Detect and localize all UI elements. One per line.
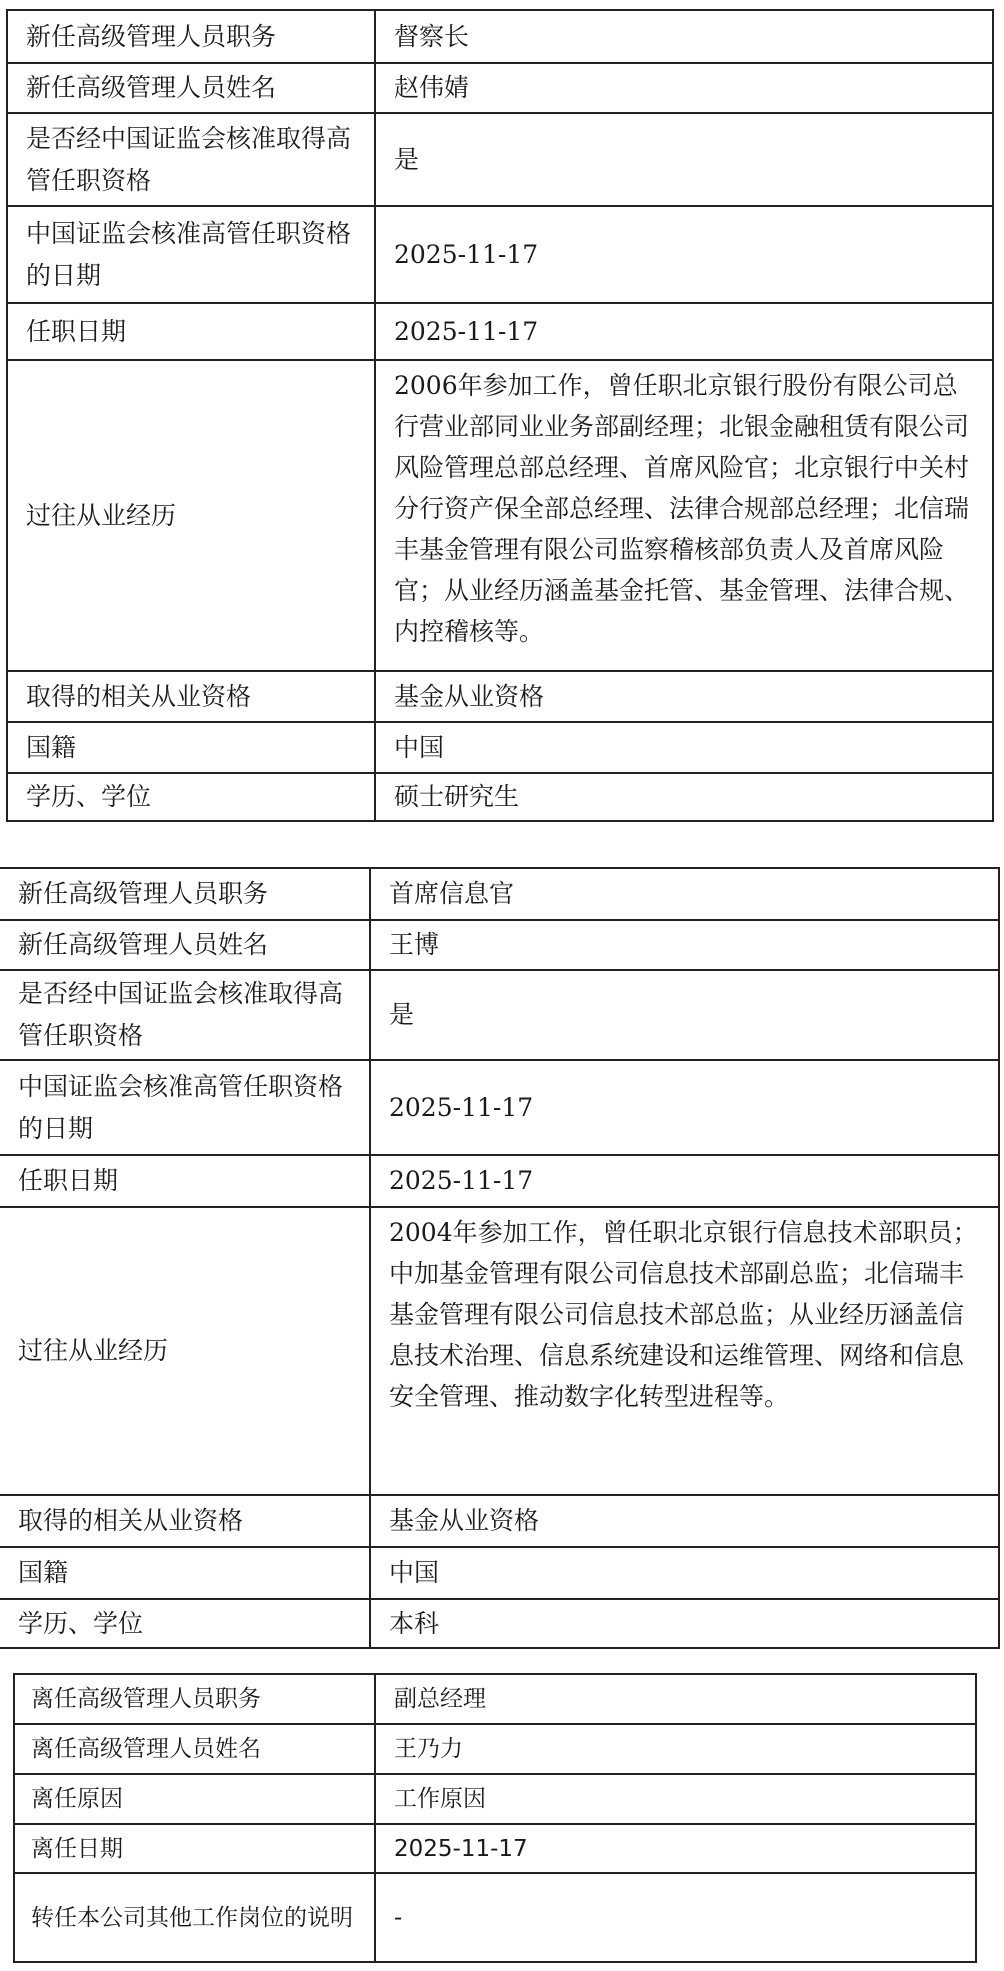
field-label: 国籍 [18, 1558, 69, 1587]
field-value: 王博 [369, 921, 998, 969]
field-label: 离任高级管理人员姓名 [31, 1736, 261, 1762]
new-executive-table-chief-information [0, 867, 1000, 1649]
field-value: 工作原因 [374, 1775, 975, 1823]
field-label: 离任原因 [31, 1786, 123, 1812]
field-label: 任职日期 [18, 1166, 119, 1195]
table-row [15, 1675, 975, 1723]
table-row [8, 11, 992, 62]
table-row [8, 721, 992, 772]
table-row [0, 1154, 998, 1206]
field-label: 新任高级管理人员姓名 [18, 930, 269, 959]
field-label: 学历、学位 [18, 1608, 144, 1638]
table-row [8, 205, 992, 302]
field-label: 新任高级管理人员职务 [18, 879, 269, 908]
departing-executive-table [13, 1673, 977, 1963]
table-row [15, 1823, 975, 1872]
field-value: 2025-11-17 [374, 207, 992, 302]
field-value: 中国 [374, 723, 992, 772]
field-label: 是否经中国证监会核准取得高管任职资格 [26, 123, 352, 195]
field-value: 中国 [369, 1548, 998, 1598]
field-value: 是 [374, 114, 992, 205]
field-label: 国籍 [26, 732, 77, 762]
table-row [8, 302, 992, 359]
field-value: 本科 [369, 1600, 998, 1647]
field-value: 赵伟婧 [374, 64, 992, 112]
table-row [15, 1723, 975, 1773]
field-value: 基金从业资格 [369, 1496, 998, 1546]
field-value: 基金从业资格 [374, 672, 992, 721]
field-value: 2025-11-17 [374, 1825, 975, 1872]
table-row [0, 1206, 998, 1494]
field-value: 2006年参加工作，曾任职北京银行股份有限公司总行营业部同业业务部副经理；北银金融租赁有限公司风险管理总部总经理、首席风险官；北京银行中关村分行资产保全部总经理、法律合规部总经理；北信瑞丰基金管理有限公司监察稽核部负责人及首席风险官；从业经历涵盖基金托管、基金管理、法律合规、内控稽核等。 [374, 361, 992, 670]
field-value: 首席信息官 [369, 869, 998, 919]
table-row [0, 1546, 998, 1598]
field-label: 取得的相关从业资格 [18, 1506, 244, 1535]
table-row [15, 1773, 975, 1823]
table-row [0, 1494, 998, 1546]
field-label: 新任高级管理人员姓名 [26, 73, 277, 102]
field-value: 督察长 [374, 11, 992, 62]
table-row [8, 112, 992, 205]
field-label: 转任本公司其他工作岗位的说明 [31, 1904, 353, 1931]
field-label: 过往从业经历 [18, 1336, 169, 1365]
field-value: - [374, 1874, 975, 1961]
field-label: 过往从业经历 [26, 500, 177, 530]
field-label: 中国证监会核准高管任职资格的日期 [26, 218, 352, 290]
field-label: 离任日期 [31, 1835, 123, 1862]
field-label: 中国证监会核准高管任职资格的日期 [18, 1071, 344, 1143]
table-row [0, 919, 998, 969]
field-label: 任职日期 [26, 316, 127, 346]
field-value: 硕士研究生 [374, 774, 992, 820]
table-row [8, 670, 992, 721]
field-value: 2004年参加工作，曾任职北京银行信息技术部职员；中加基金管理有限公司信息技术部副总监；北信瑞丰基金管理有限公司信息技术部总监；从业经历涵盖信息技术治理、信息系统建设和运维管理、网络和信息安全管理、推动数字化转型进程等。 [369, 1208, 998, 1494]
field-value: 2025-11-17 [369, 1061, 998, 1154]
field-value: 是 [369, 971, 998, 1059]
field-label: 是否经中国证监会核准取得高管任职资格 [18, 979, 344, 1050]
new-executive-table-chief-compliance [6, 9, 994, 822]
field-label: 离任高级管理人员职务 [31, 1686, 261, 1712]
field-label: 学历、学位 [26, 782, 152, 811]
field-value: 王乃力 [374, 1725, 975, 1773]
table-row [8, 772, 992, 820]
table-row [0, 1598, 998, 1647]
table-row [8, 62, 992, 112]
field-value: 副总经理 [374, 1675, 975, 1723]
field-value: 2025-11-17 [369, 1156, 998, 1206]
table-row [0, 869, 998, 919]
table-row [0, 1059, 998, 1154]
table-row [15, 1872, 975, 1961]
table-row [8, 359, 992, 670]
field-label: 新任高级管理人员职务 [26, 21, 277, 51]
field-value: 2025-11-17 [374, 304, 992, 359]
field-label: 取得的相关从业资格 [26, 681, 252, 711]
table-row [0, 969, 998, 1059]
